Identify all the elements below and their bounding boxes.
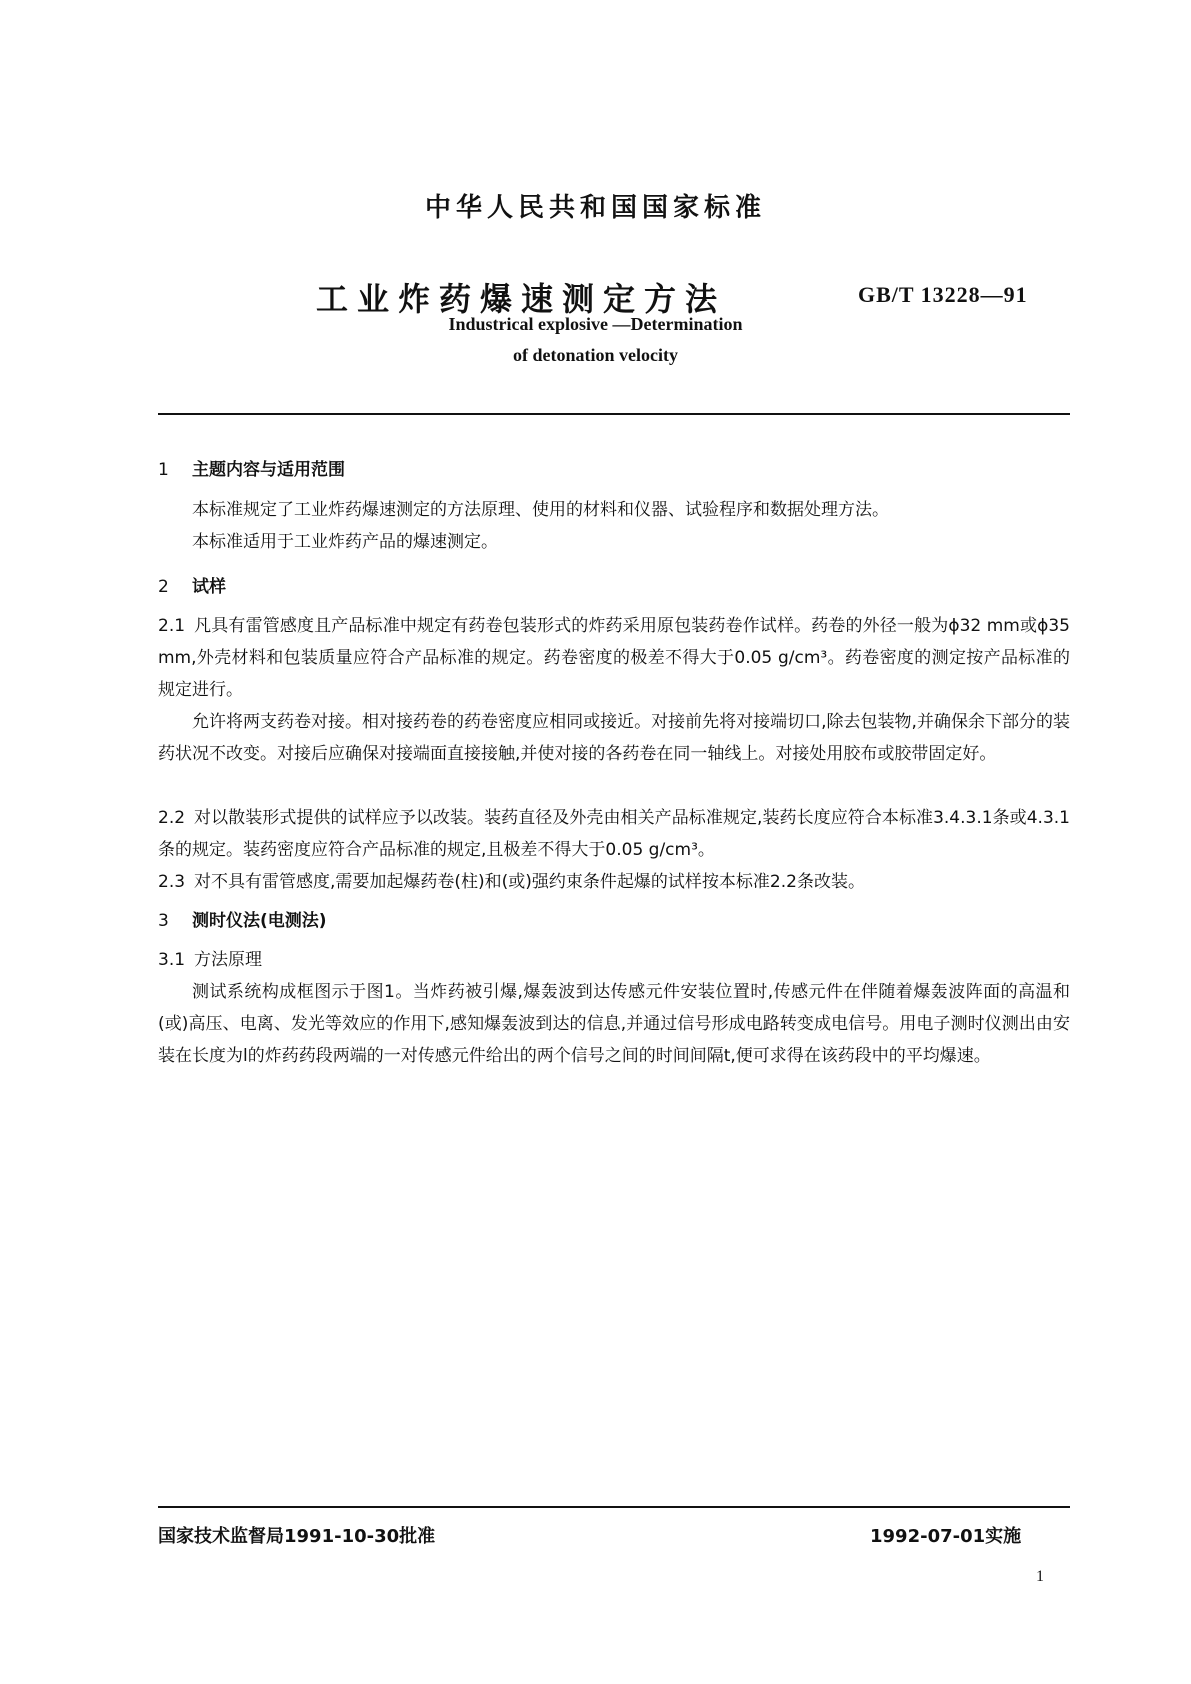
clause-3-1-paragraph: 测试系统构成框图示于图1。当炸药被引爆,爆轰波到达传感元件安装位置时,传感元件在伴随着爆轰波阵面的高温和(或)高压、电离、发光等效应的作用下,感知爆轰波到达的信息,并通过信号形成电路转变成电信号。用电子测时仪测出由安装在长度为l的炸药药段两端的一对传感元件给出的两个信号之间的时间间隔t,便可求得在该药段中的平均爆速。 (158, 982, 1070, 1066)
page-number: 1 (1036, 1568, 1044, 1585)
section-number: 1 (158, 460, 169, 480)
clause-3-1-heading (158, 944, 1070, 976)
section-1-paragraph-2: 本标准适用于工业炸药产品的爆速测定。 (192, 532, 498, 552)
clause-number: 3.1 (158, 950, 186, 970)
national-standard-heading: 中华人民共和国国家标准 (424, 193, 766, 223)
clause-text: 对不具有雷管感度,需要加起爆药卷(柱)和(或)强约束条件起爆的试样按本标准2.2条改装。 (194, 872, 865, 892)
clause-2-1-paragraph-2: 允许将两支药卷对接。相对接药卷的药卷密度应相同或接近。对接前先将对接端切口,除去包装物,并确保余下部分的装药状况不改变。对接后应确保对接端面直接接触,并使对接的各药卷在同一轴线上。对接处用胶布或胶带固定好。 (158, 712, 1070, 764)
clause-number: 2.3 (158, 872, 186, 892)
clause-text: 对以散装形式提供的试样应予以改装。装药直径及外壳由相关产品标准规定,装药长度应符合本标准3.4.3.1条或4.3.1条的规定。装药密度应符合产品标准的规定,且极差不得大于0.05 g/cm³。 (158, 808, 1070, 860)
clause-text: 凡具有雷管感度且产品标准中规定有药卷包装形式的炸药采用原包装药卷作试样。药卷的外径一般为ϕ32 mm或ϕ35 mm,外壳材料和包装质量应符合产品标准的规定。药卷密度的极差不得大于0.05 g/cm³。药卷密度的测定按产品标准的规定进行。 (158, 616, 1070, 700)
section-number: 3 (158, 911, 169, 931)
approval-date: 国家技术监督局1991-10-30批准 (158, 1526, 436, 1547)
section-number: 2 (158, 577, 169, 597)
section-2-heading (158, 572, 226, 597)
clause-2-3 (158, 866, 1070, 898)
section-1-paragraph-1: 本标准规定了工业炸药爆速测定的方法原理、使用的材料和仪器、试验程序和数据处理方法。 (192, 500, 889, 520)
standard-number: GB/T 13228—91 (858, 282, 1028, 307)
footer-divider (158, 1506, 1070, 1508)
clause-number: 2.1 (158, 616, 186, 636)
section-title: 试样 (192, 577, 226, 597)
english-title-line-2: of detonation velocity (513, 345, 678, 365)
section-title: 主题内容与适用范围 (192, 460, 345, 480)
section-1-heading (158, 455, 345, 480)
clause-number: 2.2 (158, 808, 186, 828)
section-3-heading (158, 906, 327, 931)
section-title: 测时仪法(电测法) (192, 911, 327, 931)
document-title: 工业炸药爆速测定方法 (316, 280, 727, 318)
clause-2-1 (158, 610, 1070, 706)
english-title-line-1: Industrical explosive —Determination (448, 314, 743, 334)
implementation-date: 1992-07-01实施 (870, 1526, 1022, 1547)
clause-title: 方法原理 (194, 950, 262, 970)
header-divider (158, 413, 1070, 415)
clause-2-2 (158, 802, 1070, 866)
